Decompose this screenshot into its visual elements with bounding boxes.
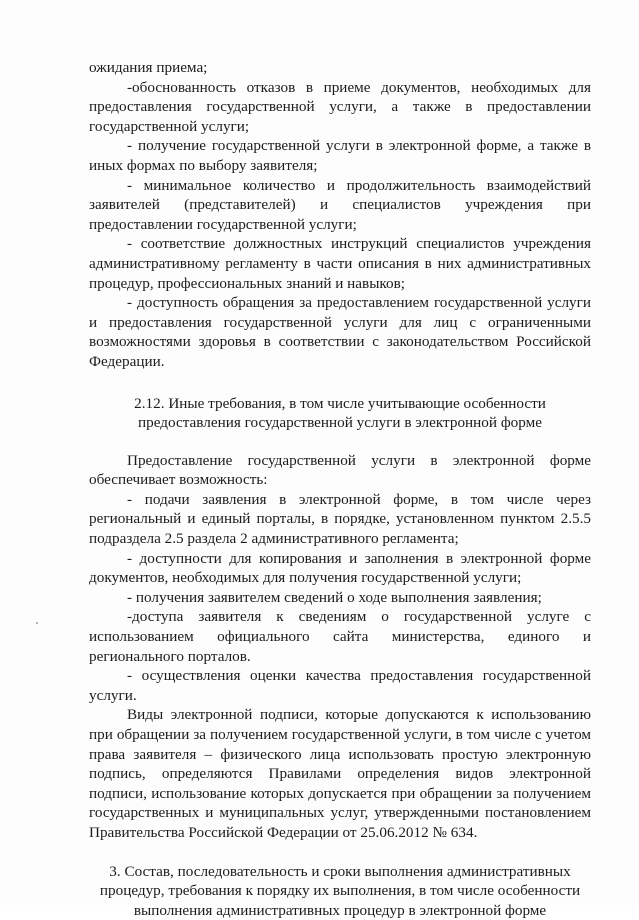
list-item-access: -доступа заявителя к сведениям о государственной услуге с использованием официального сайта министерства, единого и регионального порталов. (89, 608, 591, 665)
list-item-quality: - осуществления оценки качества предоставления государственной услуги. (89, 667, 591, 704)
section-heading-3 (89, 862, 591, 920)
heading-line: 3. Состав, последовательность и сроки выполнения административных (109, 862, 571, 880)
spacer (89, 372, 591, 394)
list-item-submission: - подачи заявления в электронной форме, в том числе через региональный и единый порталы, в порядке, установленном пунктом 2.5.5 подраздела 2.5 раздела 2 административного регламента; (89, 490, 591, 548)
paragraph-intro: Предоставление государственной услуги в электронной форме обеспечивает возможность: (89, 451, 591, 489)
list-item-accessibility: - доступность обращения за предоставлением государственной услуги и предоставления государственной услуги для лиц с ограниченными возможностями здоровья в соответствии с законодательством Российской Федерации. (89, 294, 591, 370)
list-item-interactions: - минимальное количество и продолжительность взаимодействий заявителей (представителей) и специалистов учреждения при предоставлении государственной услуги; (89, 176, 591, 233)
list-item-electronic-form: - получение государственной услуги в электронной форме, а также в иных формах по выбору заявителя; (89, 137, 591, 174)
spacer (89, 433, 591, 451)
paragraph-continuation: ожидания приема; (89, 59, 208, 76)
list-item-job-instructions: - соответствие должностных инструкций специалистов учреждения административному регламенту в части описания в них административных процедур, профессиональных знаний и навыков; (89, 235, 591, 292)
heading-line: 2.12. Иные требования, в том числе учитывающие особенности (134, 394, 546, 412)
list-item-refusals: -обоснованность отказов в приеме документов, необходимых для предоставления государственной услуги, а также в предоставлении государственной услуги; (89, 78, 591, 135)
heading-line: процедур, требования к порядку их выполнения, в том числе особенности (99, 882, 581, 900)
heading-line: предоставления государственной услуги в электронной форме (138, 414, 542, 432)
list-item-copying: - доступности для копирования и заполнения в электронной форме документов, необходимых для получения государственной услуги; (89, 549, 591, 587)
page-content (89, 58, 591, 920)
paragraph-signatures: Виды электронной подписи, которые допускаются к использованию при обращении за получением государственной услуги, в том числе с учетом права заявителя – физического лица использовать простую электронную подпись, определяются Правилами определения видов электронной подписи, использование которых допускается при обращении за получением государственных и муниципальных услуг, утвержденными постановлением Правительства Российской Федерации от 25.06.2012 № 634. (89, 706, 591, 841)
spacer (89, 843, 591, 862)
heading-line: выполнения административных процедур в электронной форме (133, 901, 547, 919)
list-item-status: - получения заявителем сведений о ходе выполнения заявления; (127, 588, 542, 606)
scan-speck (36, 622, 38, 624)
section-heading-2-12 (89, 394, 591, 433)
